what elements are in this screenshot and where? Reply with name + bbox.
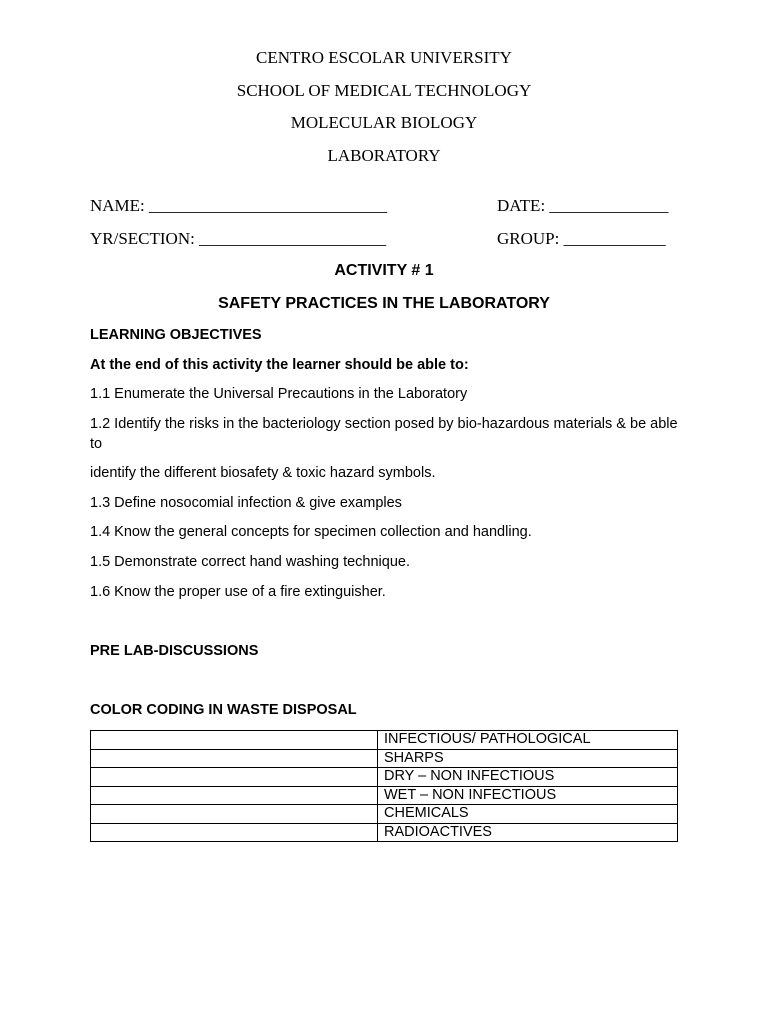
group-field: GROUP: ____________ [497, 229, 666, 248]
laboratory-label: LABORATORY [327, 146, 441, 165]
objectives-heading: LEARNING OBJECTIVES [90, 327, 262, 343]
objective-item: 1.6 Know the proper use of a fire extinguisher. [90, 584, 386, 600]
yr-section-field: YR/SECTION: ______________________ [90, 229, 387, 248]
color-cell[interactable] [91, 768, 378, 787]
color-cell[interactable] [91, 731, 378, 750]
category-cell: INFECTIOUS/ PATHOLOGICAL [378, 731, 678, 750]
pre-lab-heading: PRE LAB-DISCUSSIONS [90, 643, 259, 659]
subject-name: MOLECULAR BIOLOGY [290, 113, 478, 132]
color-cell[interactable] [91, 805, 378, 824]
waste-disposal-heading: COLOR CODING IN WASTE DISPOSAL [90, 702, 357, 718]
objective-item: 1.5 Demonstrate correct hand washing technique. [90, 554, 410, 570]
category-cell: SHARPS [378, 749, 678, 768]
date-field: DATE: ______________ [497, 196, 669, 215]
objective-item: 1.3 Define nosocomial infection & give examples [90, 495, 402, 511]
activity-title: SAFETY PRACTICES IN THE LABORATORY [218, 295, 550, 312]
school-name: SCHOOL OF MEDICAL TECHNOLOGY [236, 81, 532, 100]
table-row [91, 749, 678, 768]
activity-number: ACTIVITY # 1 [334, 262, 434, 279]
objective-item-continuation: identify the different biosafety & toxic hazard symbols. [90, 465, 436, 481]
category-cell: RADIOACTIVES [378, 823, 678, 842]
waste-disposal-table [90, 730, 678, 842]
objective-item: 1.2 Identify the risks in the bacteriology section posed by bio-hazardous materials & be able to [90, 416, 678, 452]
table-row [91, 805, 678, 824]
table-row [91, 731, 678, 750]
objectives-intro: At the end of this activity the learner should be able to: [90, 357, 469, 373]
category-cell: CHEMICALS [378, 805, 678, 824]
category-cell: DRY – NON INFECTIOUS [378, 768, 678, 787]
table-row [91, 823, 678, 842]
objective-item: 1.4 Know the general concepts for specimen collection and handling. [90, 524, 532, 540]
color-cell[interactable] [91, 749, 378, 768]
table-row [91, 786, 678, 805]
color-cell[interactable] [91, 823, 378, 842]
category-cell: WET – NON INFECTIOUS [378, 786, 678, 805]
university-name: CENTRO ESCOLAR UNIVERSITY [256, 48, 512, 67]
name-field: NAME: ____________________________ [90, 196, 388, 215]
objective-item: 1.1 Enumerate the Universal Precautions in the Laboratory [90, 386, 468, 402]
table-row [91, 768, 678, 787]
color-cell[interactable] [91, 786, 378, 805]
